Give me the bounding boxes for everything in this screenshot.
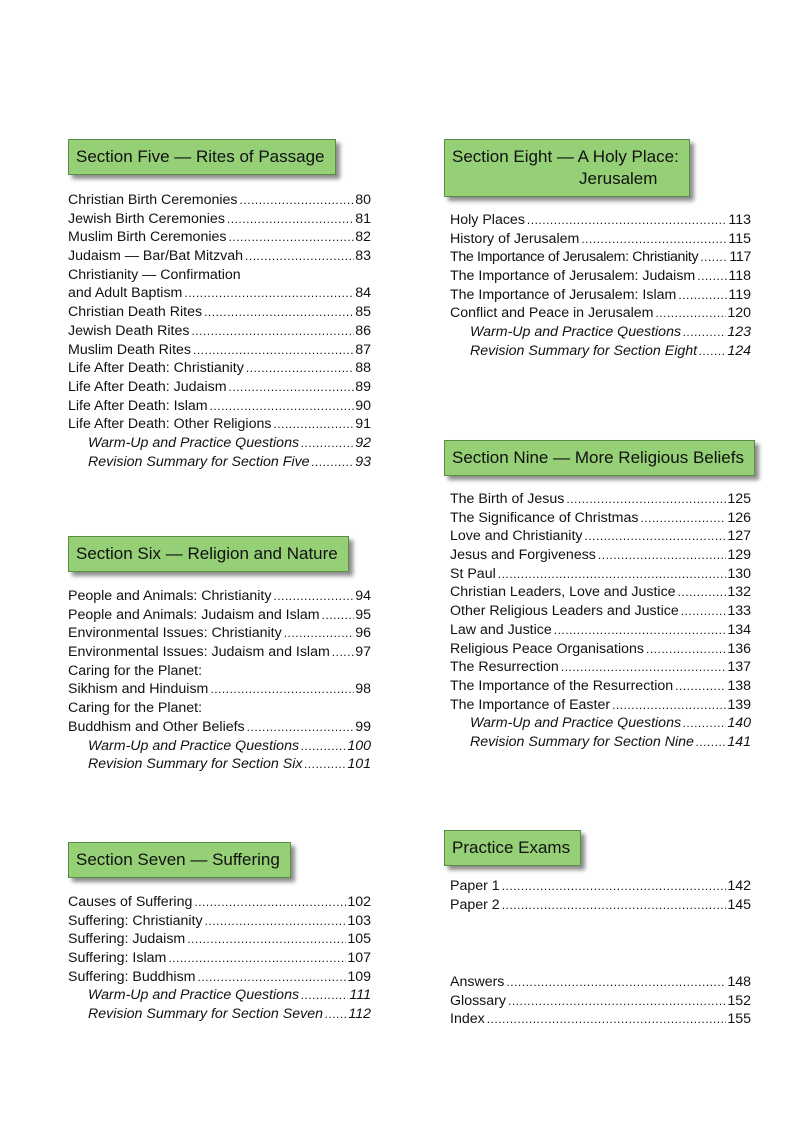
toc-entry[interactable]: Suffering: Islam ..... 107 <box>68 949 371 968</box>
back-matter-block <box>444 973 751 1029</box>
practice-exams-entries <box>444 877 751 914</box>
section-five-header <box>68 139 336 175</box>
section-seven-block <box>68 842 371 1024</box>
toc-entry-summary[interactable]: Revision Summary for Section Five ..... 93 <box>68 453 371 472</box>
toc-entry[interactable]: Jewish Birth Ceremonies ..... 81 <box>68 210 371 229</box>
toc-entry-continued[interactable]: Caring for the Planet: <box>68 662 203 679</box>
toc-entry[interactable]: Paper 1 ..... 142 <box>450 877 751 896</box>
toc-entry[interactable]: Conflict and Peace in Jerusalem ..... 120 <box>450 304 751 323</box>
toc-entry[interactable]: The Importance of Jerusalem: Judaism ..... 118 <box>450 267 751 286</box>
toc-entry[interactable]: Sikhism and Hinduism ..... 98 <box>68 680 371 699</box>
toc-entry[interactable]: History of Jerusalem ..... 115 <box>450 230 751 249</box>
toc-entry[interactable]: Life After Death: Other Religions ..... 91 <box>68 415 371 434</box>
toc-entry[interactable]: People and Animals: Christianity ..... 94 <box>68 587 371 606</box>
toc-entry-continued[interactable]: Christianity — Confirmation <box>68 266 241 283</box>
section-nine-title: Section Nine — More Religious Beliefs <box>452 448 744 467</box>
toc-entry[interactable]: Suffering: Buddhism ..... 109 <box>68 968 371 987</box>
toc-entry[interactable]: The Importance of Jerusalem: Christianity ..... 117 <box>450 248 751 267</box>
toc-entry-summary[interactable]: Revision Summary for Section Eight ..... 124 <box>450 342 751 361</box>
toc-entry[interactable]: Christian Death Rites ..... 85 <box>68 303 371 322</box>
toc-entry-summary[interactable]: Revision Summary for Section Nine ..... 141 <box>450 733 751 752</box>
back-matter-entries <box>444 973 751 1029</box>
toc-entry[interactable]: Jewish Death Rites ..... 86 <box>68 322 371 341</box>
toc-entry[interactable]: Christian Leaders, Love and Justice ..... 132 <box>450 583 751 602</box>
toc-entry[interactable]: Judaism — Bar/Bat Mitzvah ..... 83 <box>68 247 371 266</box>
practice-exams-block <box>444 830 751 914</box>
section-seven-entries <box>68 893 371 1024</box>
section-five-block <box>68 139 371 471</box>
toc-entry[interactable]: Other Religious Leaders and Justice ..... 133 <box>450 602 751 621</box>
toc-entry-questions[interactable]: Warm-Up and Practice Questions ..... 140 <box>450 714 751 733</box>
toc-entry-summary[interactable]: Revision Summary for Section Seven ..... 112 <box>68 1005 371 1024</box>
toc-entry[interactable]: The Importance of Jerusalem: Islam ..... 119 <box>450 286 751 305</box>
toc-entry[interactable]: The Importance of Easter ..... 139 <box>450 696 751 715</box>
toc-entry[interactable]: The Importance of the Resurrection ..... 138 <box>450 677 751 696</box>
toc-entry-questions[interactable]: Warm-Up and Practice Questions ..... 92 <box>68 434 371 453</box>
section-eight-block <box>444 139 751 361</box>
toc-entry[interactable]: Environmental Issues: Christianity ..... 96 <box>68 624 371 643</box>
section-six-title: Section Six — Religion and Nature <box>76 544 338 563</box>
toc-entry[interactable]: Suffering: Christianity ..... 103 <box>68 912 371 931</box>
toc-entry[interactable]: Love and Christianity ..... 127 <box>450 527 751 546</box>
section-seven-header <box>68 842 291 878</box>
toc-entry[interactable]: Muslim Birth Ceremonies ..... 82 <box>68 228 371 247</box>
section-eight-entries <box>444 211 751 361</box>
toc-entry[interactable]: The Significance of Christmas ..... 126 <box>450 509 751 528</box>
toc-entry[interactable]: Suffering: Judaism ..... 105 <box>68 930 371 949</box>
section-eight-header <box>444 139 690 197</box>
toc-entry[interactable]: Muslim Death Rites ..... 87 <box>68 341 371 360</box>
toc-entry-glossary[interactable]: Glossary ..... 152 <box>450 992 751 1011</box>
section-five-entries <box>68 191 371 471</box>
toc-entry[interactable]: St Paul ..... 130 <box>450 565 751 584</box>
toc-entry[interactable]: People and Animals: Judaism and Islam ..... 95 <box>68 606 371 625</box>
practice-exams-header <box>444 830 581 866</box>
toc-entry[interactable]: Life After Death: Judaism ..... 89 <box>68 378 371 397</box>
toc-entry[interactable]: Life After Death: Islam ..... 90 <box>68 397 371 416</box>
section-six-entries <box>68 587 371 774</box>
toc-entry[interactable]: Environmental Issues: Judaism and Islam ..... 97 <box>68 643 371 662</box>
toc-entry[interactable]: Buddhism and Other Beliefs ..... 99 <box>68 718 371 737</box>
section-eight-title-line2: Jerusalem <box>579 169 658 188</box>
section-eight-title-line1: Section Eight — A Holy Place: <box>452 147 679 166</box>
section-six-block <box>68 536 371 774</box>
section-nine-entries <box>444 490 751 752</box>
section-nine-header <box>444 440 755 476</box>
toc-entry-summary[interactable]: Revision Summary for Section Six ..... 101 <box>68 755 371 774</box>
toc-entry-questions[interactable]: Warm-Up and Practice Questions ..... 111 <box>68 986 371 1005</box>
toc-entry[interactable]: Religious Peace Organisations ..... 136 <box>450 640 751 659</box>
toc-entry[interactable]: Life After Death: Christianity ..... 88 <box>68 359 371 378</box>
toc-entry[interactable]: and Adult Baptism ..... 84 <box>68 284 371 303</box>
toc-entry-answers[interactable]: Answers ..... 148 <box>450 973 751 992</box>
toc-entry[interactable]: Causes of Suffering ..... 102 <box>68 893 371 912</box>
toc-entry[interactable]: Holy Places ..... 113 <box>450 211 751 230</box>
toc-entry[interactable]: Jesus and Forgiveness ..... 129 <box>450 546 751 565</box>
toc-entry-index[interactable]: Index ..... 155 <box>450 1010 751 1029</box>
section-five-title: Section Five — Rites of Passage <box>76 147 325 166</box>
toc-entry-continued[interactable]: Caring for the Planet: <box>68 700 203 717</box>
toc-entry-questions[interactable]: Warm-Up and Practice Questions ..... 123 <box>450 323 751 342</box>
toc-entry[interactable]: Christian Birth Ceremonies ..... 80 <box>68 191 371 210</box>
toc-entry-questions[interactable]: Warm-Up and Practice Questions ..... 100 <box>68 737 371 756</box>
toc-entry[interactable]: Paper 2 ..... 145 <box>450 896 751 915</box>
section-six-header <box>68 536 349 572</box>
section-nine-block <box>444 440 751 752</box>
practice-exams-title: Practice Exams <box>452 838 571 857</box>
section-seven-title: Section Seven — Suffering <box>76 850 280 869</box>
toc-entry[interactable]: The Resurrection ..... 137 <box>450 658 751 677</box>
toc-entry[interactable]: Law and Justice ..... 134 <box>450 621 751 640</box>
toc-entry[interactable]: The Birth of Jesus ..... 125 <box>450 490 751 509</box>
